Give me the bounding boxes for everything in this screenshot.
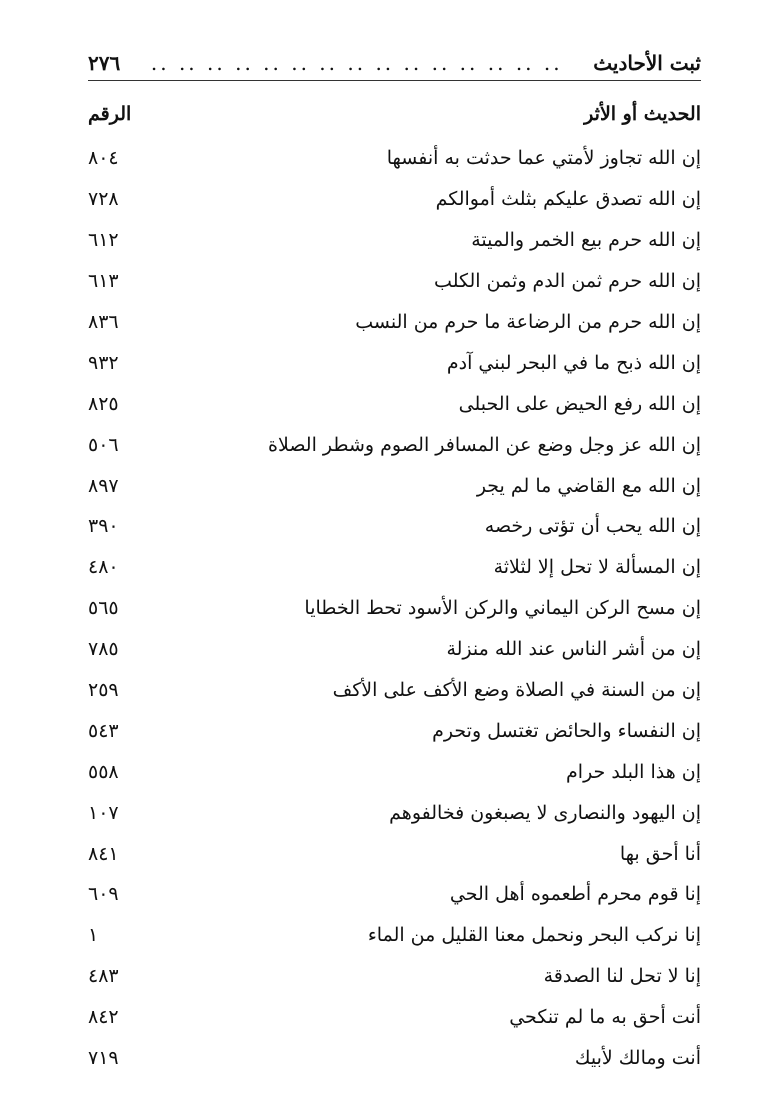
table-body [88, 138, 701, 1078]
table-row [88, 383, 701, 424]
table-row [88, 261, 701, 302]
table-row [88, 179, 701, 220]
hadith-index-table [88, 96, 701, 1078]
table-row [88, 997, 701, 1038]
table-row [88, 833, 701, 874]
hadith-text: إن الله حرم ثمن الدم وثمن الكلب [434, 270, 701, 293]
hadith-number: ٦١٢ [88, 229, 119, 252]
hadith-number: ٣٩٠ [88, 515, 119, 538]
table-row [88, 915, 701, 956]
hadith-number: ٥٤٣ [88, 719, 119, 742]
table-row [88, 424, 701, 465]
hadith-number: ٢٥٩ [88, 679, 119, 702]
hadith-text: إن الله ذبح ما في البحر لبني آدم [446, 351, 701, 374]
table-row [88, 1038, 701, 1079]
hadith-number: ٤٨٣ [88, 965, 119, 988]
hadith-number: ١ [88, 924, 99, 947]
table-row [88, 629, 701, 670]
hadith-number: ٨٣٦ [88, 311, 119, 333]
table-row [88, 342, 701, 383]
hadith-text: إن هذا البلد حرام [566, 760, 701, 783]
hadith-text: إن اليهود والنصارى لا يصبغون فخالفوهم [389, 801, 701, 824]
table-row [88, 138, 701, 179]
table-row [88, 220, 701, 261]
hadith-number: ٤٨٠ [88, 556, 119, 579]
hadith-text: إن الله مع القاضي ما لم يجر [476, 474, 701, 497]
hadith-text: إن المسألة لا تحل إلا لثلاثة [493, 556, 701, 579]
hadith-number: ٧٨٥ [88, 638, 119, 661]
hadith-text: إن النفساء والحائض تغتسل وتحرم [432, 719, 701, 742]
hadith-number: ٨٢٥ [88, 392, 119, 415]
hadith-number: ٥٠٦ [88, 433, 119, 456]
table-row [88, 670, 701, 711]
hadith-text: إن الله حرم من الرضاعة ما حرم من النسب [355, 311, 701, 333]
hadith-text: إن الله عز وجل وضع عن المسافر الصوم وشطر الصلاة [268, 433, 701, 456]
hadith-number: ١٠٧ [88, 801, 119, 824]
hadith-text: إنا قوم محرم أطعموه أهل الحي [449, 883, 701, 906]
table-row [88, 792, 701, 833]
hadith-text: إن من السنة في الصلاة وضع الأكف على الأكف [332, 679, 701, 702]
hadith-text: إن الله تجاوز لأمتي عما حدثت به أنفسها [386, 147, 701, 170]
hadith-text: إن الله يحب أن تؤتى رخصه [484, 515, 701, 538]
running-title: ثبت الأحاديث [593, 51, 701, 75]
table-row [88, 710, 701, 751]
table-row [88, 588, 701, 629]
hadith-text: إن الله حرم بيع الخمر والميتة [471, 229, 701, 252]
header-rule [88, 80, 701, 81]
column-header-number: الرقم [88, 103, 132, 125]
hadith-number: ٥٥٨ [88, 760, 119, 783]
hadith-number: ٨٤٢ [88, 1006, 119, 1029]
hadith-text: إن الله رفع الحيض على الحبلى [458, 392, 701, 415]
table-row [88, 751, 701, 792]
page-number: ٢٧٦ [88, 51, 121, 75]
hadith-text: إنا لا تحل لنا الصدقة [543, 965, 701, 988]
table-row [88, 506, 701, 547]
hadith-number: ٨٤١ [88, 842, 119, 865]
hadith-number: ٨٠٤ [88, 147, 119, 170]
hadith-text: إن مسح الركن اليماني والركن الأسود تحط الخطايا [304, 597, 701, 620]
table-row [88, 874, 701, 915]
hadith-text: إن من أشر الناس عند الله منزلة [446, 638, 701, 661]
hadith-number: ٥٦٥ [88, 597, 119, 620]
table-row [88, 465, 701, 506]
table-row [88, 956, 701, 997]
column-header-hadith: الحديث أو الأثر [584, 103, 701, 125]
hadith-number: ٧٢٨ [88, 188, 119, 211]
table-header-row [88, 96, 701, 132]
leader-dots: .. .. .. .. .. .. .. .. .. .. .. .. .. .. .. [150, 51, 563, 75]
table-row [88, 302, 701, 343]
hadith-number: ٦١٣ [88, 270, 119, 293]
hadith-text: إنا نركب البحر ونحمل معنا القليل من الماء [367, 924, 701, 947]
hadith-text: أنت ومالك لأبيك [574, 1047, 701, 1070]
running-header [88, 48, 701, 78]
hadith-number: ٩٣٢ [88, 351, 119, 374]
hadith-text: إن الله تصدق عليكم بثلث أموالكم [435, 188, 701, 211]
hadith-number: ٨٩٧ [88, 474, 119, 497]
hadith-text: أنا أحق بها [619, 842, 701, 865]
hadith-text: أنت أحق به ما لم تنكحي [509, 1006, 701, 1029]
table-row [88, 547, 701, 588]
hadith-number: ٧١٩ [88, 1047, 119, 1070]
hadith-number: ٦٠٩ [88, 883, 119, 906]
